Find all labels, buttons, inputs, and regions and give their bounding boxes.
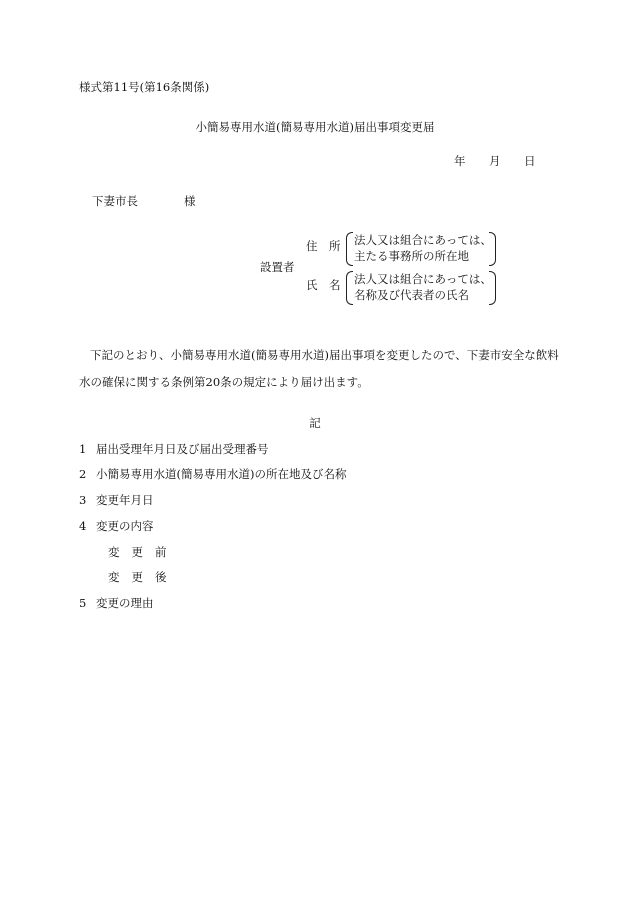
item-number: 2 — [79, 467, 87, 481]
addressee-name: 下妻市長 — [92, 194, 138, 208]
body-text: 下記のとおり、小簡易専用水道(簡易専用水道)届出事項を変更したので、下妻市安全な飲料水の確保に関する条例第20条の規定により届け出ます。 — [79, 348, 559, 389]
address-note-line-1: 法人又は組合にあっては、 — [354, 233, 492, 247]
item-number: 5 — [79, 596, 87, 610]
ki-heading: 記 — [309, 416, 321, 430]
date-month: 月 — [489, 154, 501, 168]
list-item — [79, 444, 269, 456]
date-day: 日 — [524, 154, 536, 168]
address-note-bracket — [346, 232, 496, 266]
left-bracket-icon — [346, 271, 353, 305]
body-paragraph — [79, 342, 559, 396]
right-bracket-icon — [489, 232, 496, 266]
name-note-line-2: 名称及び代表者の氏名 — [354, 288, 469, 302]
change-before-label: 変更前 — [108, 545, 179, 559]
installer-label: 設置者 — [260, 260, 295, 274]
name-note-line-1: 法人又は組合にあっては、 — [354, 272, 492, 286]
item-number: 1 — [79, 442, 87, 456]
list-item — [79, 598, 154, 610]
item-text: 届出受理年月日及び届出受理番号 — [96, 442, 269, 456]
address-label: 住 所 — [306, 239, 341, 253]
address-note-line-2: 主たる事務所の所在地 — [354, 249, 469, 263]
change-after-label: 変更後 — [108, 570, 179, 584]
item-text: 小簡易専用水道(簡易専用水道)の所在地及び名称 — [96, 467, 347, 481]
item-text: 変更年月日 — [96, 493, 154, 507]
document-title: 小簡易専用水道(簡易専用水道)届出事項変更届 — [195, 120, 435, 134]
list-item — [79, 521, 154, 533]
date-year: 年 — [454, 154, 466, 168]
item-number: 4 — [79, 519, 87, 533]
form-number: 様式第11号(第16条関係) — [79, 80, 210, 94]
item-text: 変更の内容 — [96, 519, 154, 533]
name-note-bracket — [346, 271, 496, 305]
addressee-honorific: 様 — [184, 194, 196, 208]
item-number: 3 — [79, 493, 87, 507]
list-item — [79, 469, 346, 481]
item-text: 変更の理由 — [96, 596, 154, 610]
right-bracket-icon — [489, 271, 496, 305]
left-bracket-icon — [346, 232, 353, 266]
name-label: 氏 名 — [306, 278, 341, 292]
list-item — [79, 495, 154, 507]
